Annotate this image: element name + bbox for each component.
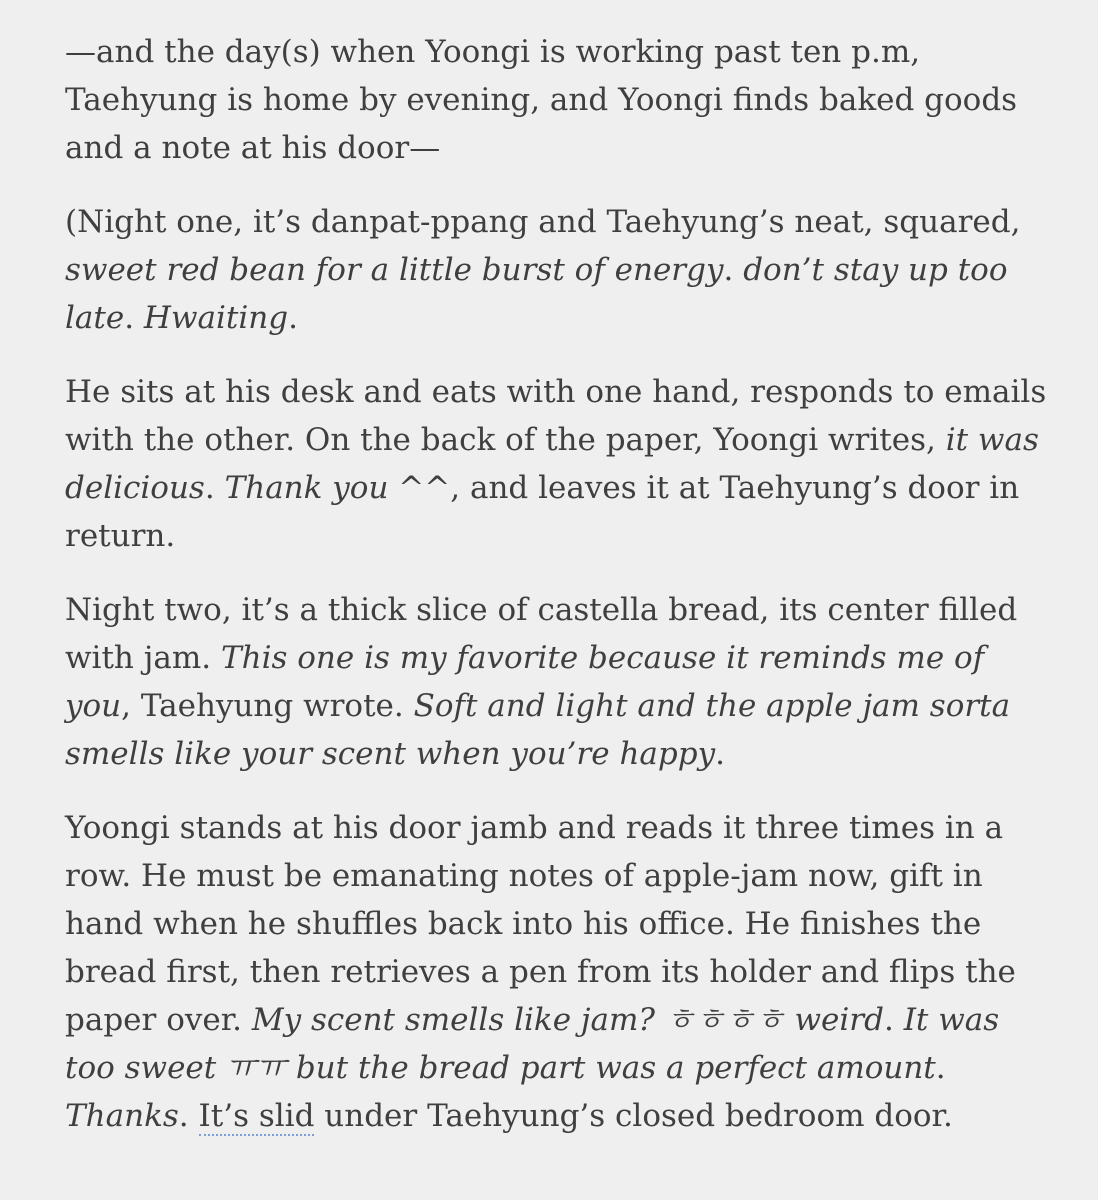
italic-text: it was delicious — [65, 422, 1039, 506]
italic-text: Thanks — [65, 1098, 179, 1134]
italic-text: This one is my favorite because it reminds me of you — [65, 640, 985, 724]
italic-text: Soft and light and the apple jam sorta smells like your scent when you’re happy — [65, 688, 1011, 772]
italic-text: don’t stay up too late — [65, 252, 1008, 336]
body-text: under Taehyung’s closed bedroom door. — [314, 1098, 953, 1134]
paragraph-2 — [65, 198, 1058, 342]
italic-text: It was too sweet ㅠㅠ but the bread part was a perfect amount — [65, 1002, 1000, 1086]
body-text: , and leaves it at Taehyung’s door in return. — [65, 470, 1020, 554]
body-text: Night two, it’s a thick slice of castella bread, its center filled with jam. — [65, 592, 1018, 676]
paragraph-1 — [65, 28, 1058, 172]
body-text: . — [288, 300, 298, 336]
body-text: (Night one, it’s danpat-ppang and Taehyung’s neat, squared, — [65, 204, 1021, 240]
body-text: . — [124, 300, 144, 336]
paragraph-3 — [65, 368, 1058, 560]
paragraph-4 — [65, 586, 1058, 778]
italic-text: sweet red bean for a little burst of energy — [65, 252, 724, 288]
inline-link[interactable]: It’s slid — [198, 1098, 315, 1134]
body-text: . — [178, 1098, 199, 1134]
body-text: . — [883, 1002, 904, 1038]
paragraph-5 — [65, 804, 1058, 1140]
body-text: . — [715, 736, 725, 772]
italic-text: My scent smells like jam? ㅎㅎㅎㅎ weird — [251, 1002, 884, 1038]
italic-text: Thank you ^^ — [224, 470, 451, 506]
italic-text: Hwaiting — [143, 300, 289, 336]
body-text: . — [935, 1050, 946, 1086]
body-text: , Taehyung wrote. — [121, 688, 414, 724]
body-text: Yoongi stands at his door jamb and reads it three times in a row. He must be emanating notes of apple-jam now, gift in hand when he shuffles back into his office. He finishes the bread first, then retrieves a pen from its holder and flips the paper over. — [65, 810, 1016, 1038]
body-text: . — [723, 252, 744, 288]
body-text: . — [204, 470, 225, 506]
body-text: —and the day(s) when Yoongi is working past ten p.m, Taehyung is home by evening, and Yoongi finds baked goods and a note at his door— — [65, 34, 1018, 166]
body-text: He sits at his desk and eats with one hand, responds to emails with the other. On the back of the paper, Yoongi writes, — [65, 374, 1047, 458]
